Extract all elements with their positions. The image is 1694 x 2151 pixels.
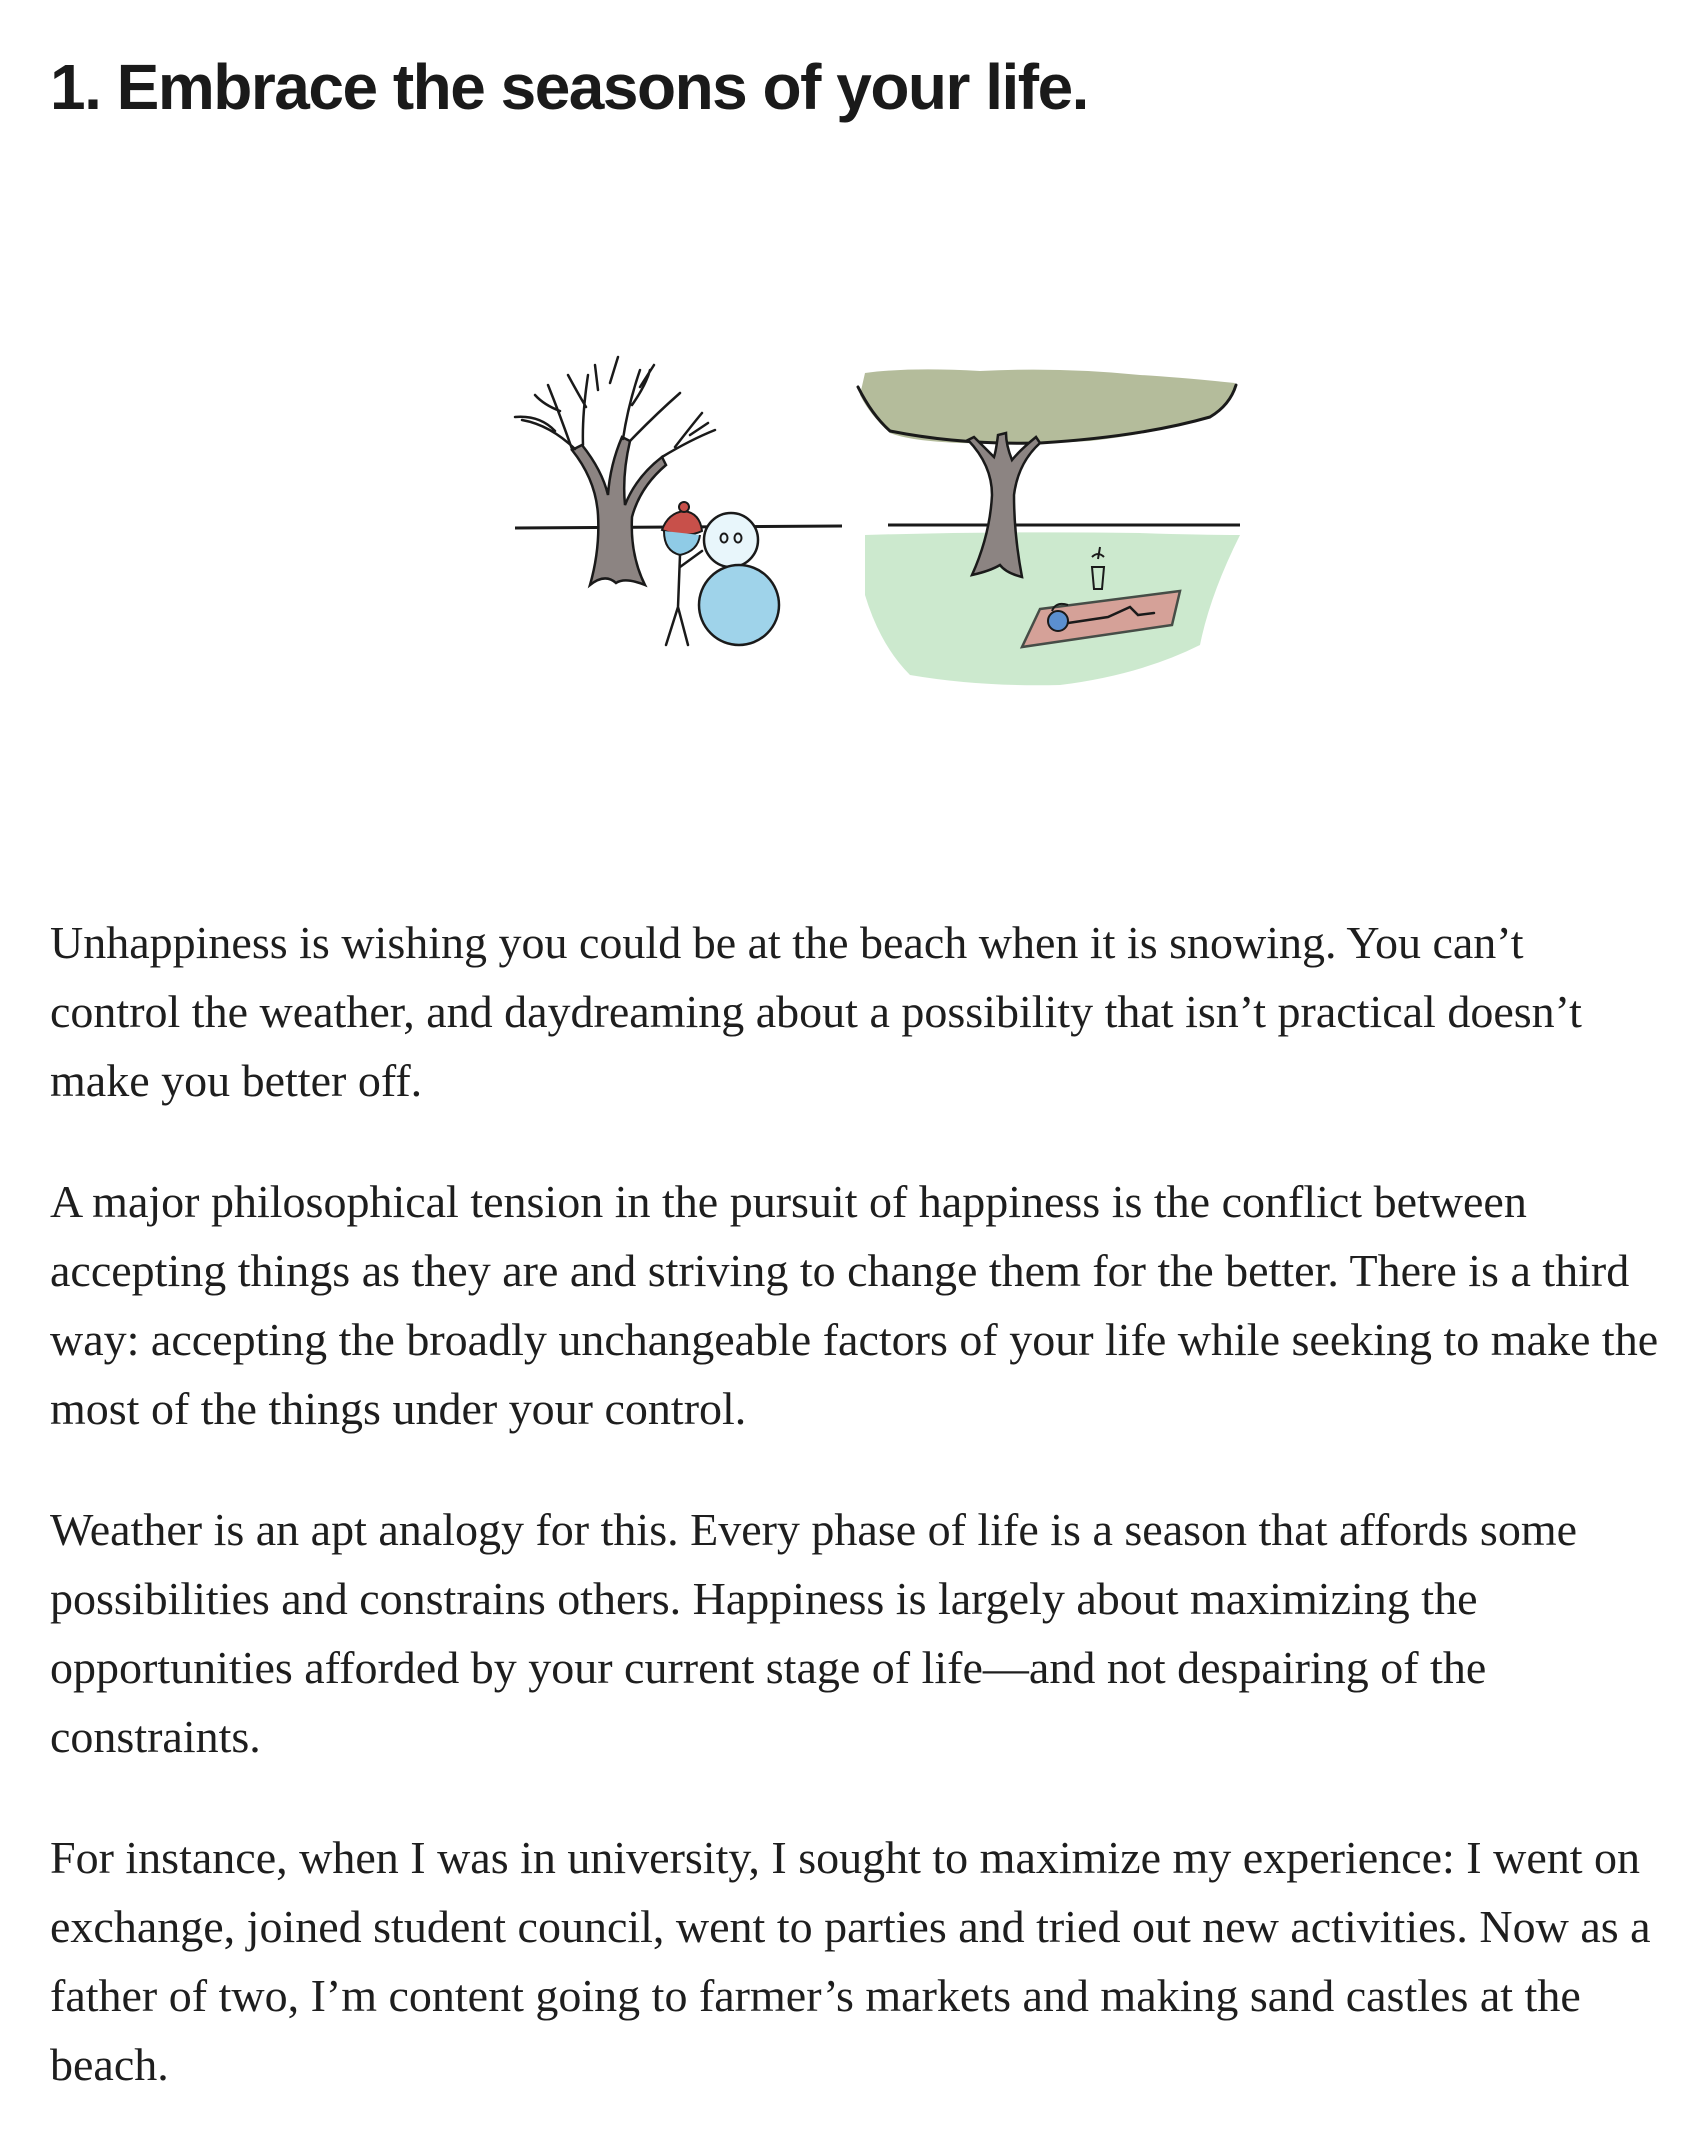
- paragraph: For instance, when I was in university, I sought to maximize my experience: I went on exchange, joined student council, went to parties and tried out new activities. Now as a father of two, I’m content going to farmer’s markets and making sand castles at the beach.: [50, 1832, 1651, 2090]
- article-body: [50, 908, 1660, 2151]
- paragraph: Weather is an apt analogy for this. Every phase of life is a season that affords some possibilities and constrains others. Happiness is largely about maximizing the opportunities afforded by your current stage of life—and not despairing of the constraints.: [50, 1504, 1578, 1762]
- summer-scene: [858, 369, 1240, 685]
- seasons-illustration: [440, 345, 1270, 715]
- winter-scene: [515, 357, 842, 645]
- snowman-icon: [699, 513, 779, 645]
- paragraph: Unhappiness is wishing you could be at the beach when it is snowing. You can’t control the weather, and daydreaming about a possibility that isn’t practical doesn’t make you better off.: [50, 917, 1582, 1106]
- bare-branches: [515, 357, 715, 457]
- red-hat: [662, 511, 702, 535]
- section-heading: 1. Embrace the seasons of your life.: [50, 51, 1088, 123]
- paragraph: A major philosophical tension in the pursuit of happiness is the conflict between accepting things as they are and striving to change them for the better. There is a third way: accepting the broadly unchangeable factors of your life while seeking to make the most of the things under your control.: [50, 1176, 1659, 1434]
- person-icon: [662, 502, 702, 645]
- bare-tree-icon: [572, 437, 666, 585]
- leafy-canopy-icon: [860, 369, 1235, 443]
